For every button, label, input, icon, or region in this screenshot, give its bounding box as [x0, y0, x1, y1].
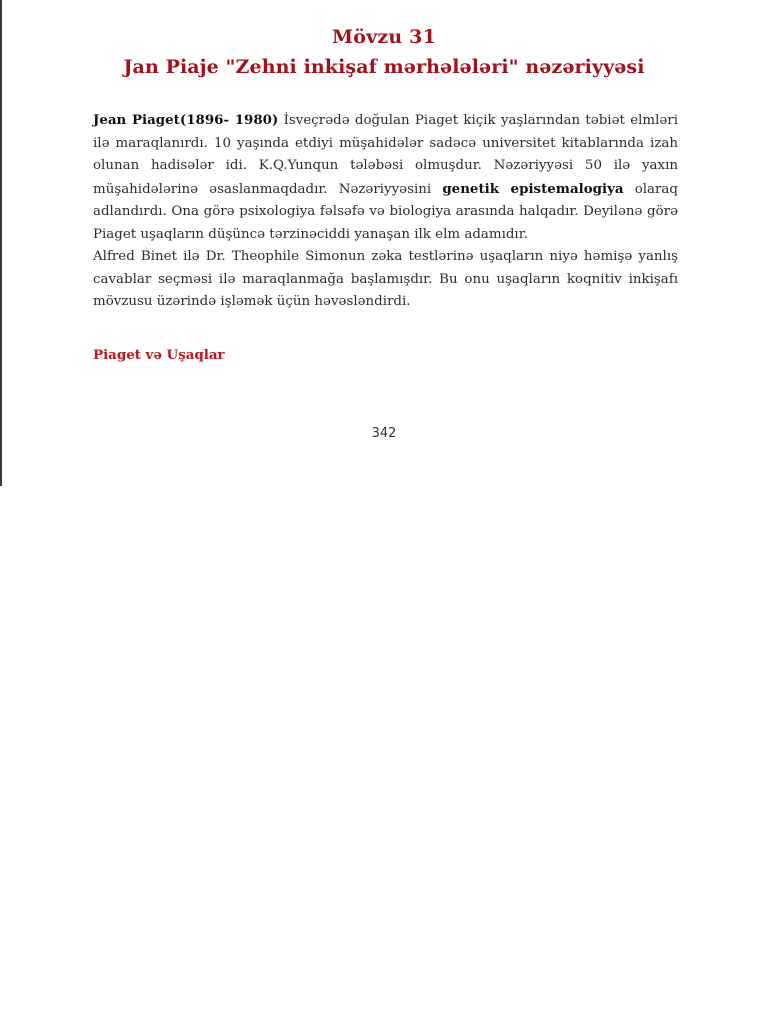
intro-text-part-1: İsveçrədə doğulan Piaget kiçik yaşlarından təbiət elmləri ilə maraqlanırdı. 10 yaşında etdiyi müşahidələr sadəcə universitet kitablarında izah olunan hadisələr idi. K.Q.Yunqun tələbəsi olmuşdur. Nəzəriyyəsi 50 ilə yaxın müşahidələrinə əsaslanmaqdadır. Nəzəriyyəsini: [93, 113, 678, 197]
paragraph-binet-simon: Alfred Binet ilə Dr. Theophile Simonun zəka testlərinə uşaqların niyə həmişə yanlış cavablar seçməsi ilə maraqlanmağa başlamışdır. Bu onu uşaqların koqnitiv inkişafı mövzusu üzərində işləmək üçün həvəsləndirdi.: [93, 249, 678, 309]
genetic-epistemology-term: genetik epistemalogiya: [442, 180, 624, 197]
paragraph-piaget-intro: [93, 109, 678, 246]
topic-title: Jan Piaje "Zehni inkişaf mərhələləri" nəzəriyyəsi: [123, 56, 645, 78]
page-number: 342: [371, 426, 397, 441]
section-heading-piaget-children: Piaget və Uşaqlar: [93, 347, 225, 363]
piaget-name-dates: Jean Piaget(1896- 1980): [93, 112, 279, 128]
intro-text-part-2: olaraq adlandırdı. Ona görə psixologiya fəlsəfə və biologiya arasında halqadır. Deyilənə görə Piaget uşaqların düşüncə tərzinəciddi yanaşan ilk elm adamıdır.: [93, 181, 678, 242]
body-text: [93, 109, 678, 314]
topic-number-title: Mövzu 31: [331, 26, 436, 48]
